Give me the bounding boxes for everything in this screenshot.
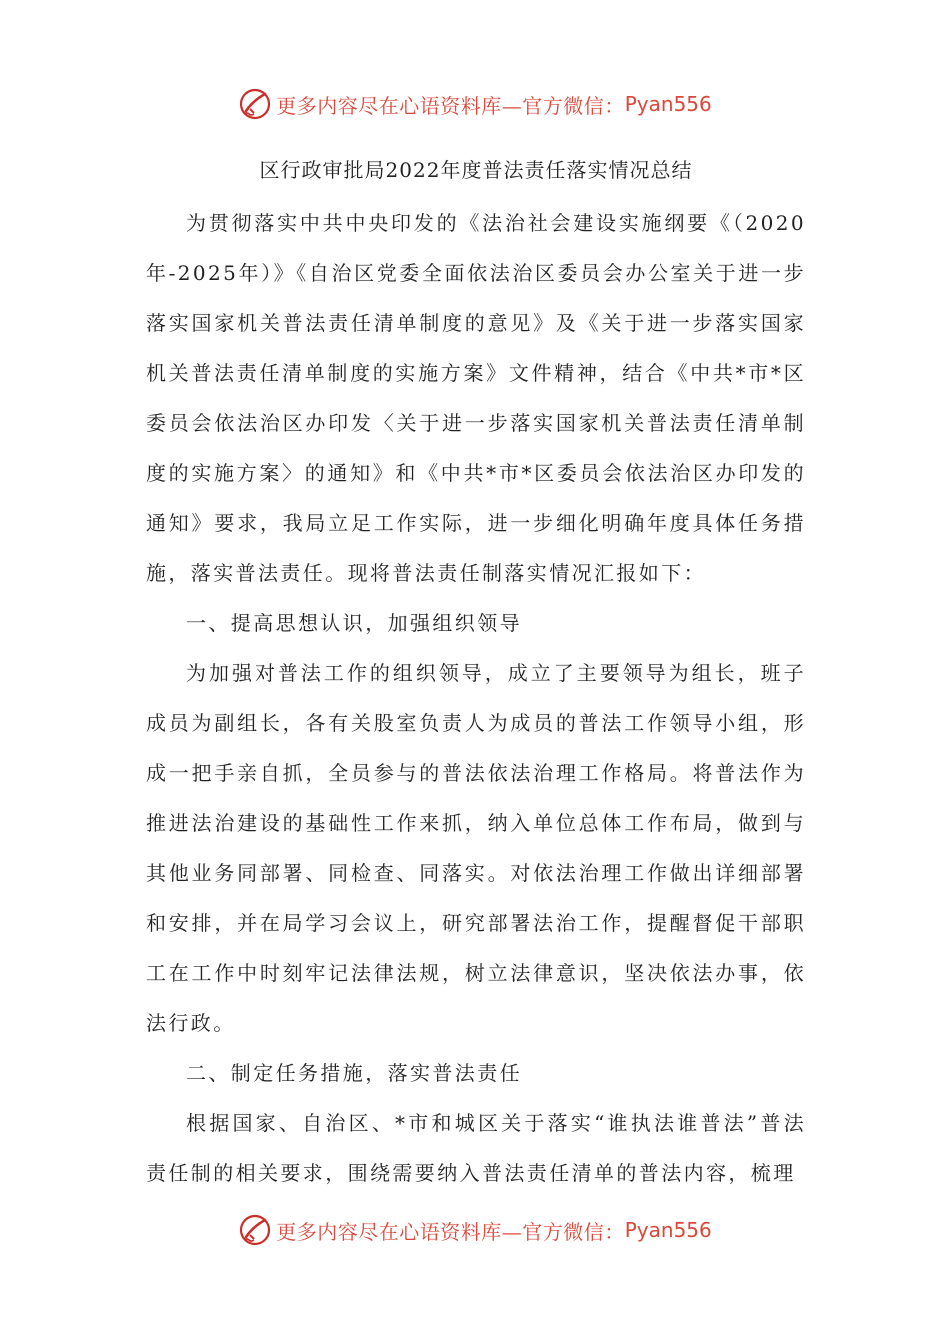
watermark-text: 更多内容尽在心语资料库—官方微信：	[276, 93, 625, 118]
section-1-paragraph: 为加强对普法工作的组织领导，成立了主要领导为组长，班子成员为副组长，各有关股室负责人为成员的普法工作领导小组，形成一把手亲自抓，全员参与的普法依法治理工作格局。将普法作为推进法治建设的基础性工作来抓，纳入单位总体工作布局，做到与其他业务同部署、同检查、同落实。对依法治理工作做出详细部署和安排，并在局学习会议上，研究部署法治工作，提醒督促干部职工在工作中时刻牢记法律法规，树立法律意识，坚决依法办事，依法行政。	[146, 661, 806, 1035]
watermark-header	[0, 84, 950, 124]
section-1-heading: 一、提高思想认识，加强组织领导	[186, 611, 522, 635]
intro-paragraph: 为贯彻落实中共中央印发的《法治社会建设实施纲要《（2020年-2025年）》《自治区党委全面依法治区委员会办公室关于进一步落实国家机关普法责任清单制度的意见》及《关于进一步落实国家机关普法责任清单制度的实施方案》文件精神，结合《中共*市*区委员会依法治区办印发〈关于进一步落实国家机关普法责任清单制度的实施方案〉的通知》和《中共*市*区委员会依法治区办印发的通知》要求，我局立足工作实际，进一步细化明确年度具体任务措施，落实普法责任。现将普法责任制落实情况汇报如下：	[146, 211, 806, 585]
document-title: 区行政审批局2022年度普法责任落实情况总结	[259, 158, 693, 182]
pen-circle-logo-icon	[238, 87, 272, 121]
section-2-paragraph: 根据国家、自治区、*市和城区关于落实“谁执法谁普法”普法责任制的相关要求，围绕需要纳入普法责任清单的普法内容，梳理	[146, 1111, 806, 1185]
watermark-text: 更多内容尽在心语资料库—官方微信：	[276, 1219, 625, 1244]
watermark-footer	[0, 1210, 950, 1250]
watermark-wechat-id: Pyan556	[624, 1218, 712, 1242]
pen-circle-logo-icon	[238, 1213, 272, 1247]
section-2-heading: 二、制定任务措施，落实普法责任	[186, 1061, 522, 1085]
watermark-wechat-id: Pyan556	[624, 92, 712, 116]
document-body	[146, 150, 806, 1198]
